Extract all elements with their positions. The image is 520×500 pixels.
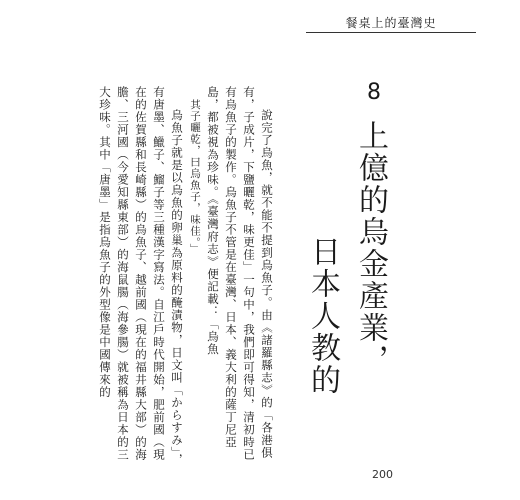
body-paragraph-1: 說完了烏魚，就不能不提到烏魚子。由《諸羅縣志》的「各港俱有，子成片，下鹽曬乾，味更佳」一句中，我們即可得知，清初時已有烏魚子的製作。烏魚子不管是在臺灣、日本、義大利的薩丁尼亞島，都被視為珍味。《臺灣府志》便記載：「烏魚 [206,86,274,461]
page-number: 200 [372,468,393,481]
body-text [96,86,276,466]
body-paragraph-quote: 其子曬乾，曰烏魚子，味佳。」 [189,98,201,255]
chapter-title-line-1: 上億的烏金產業， [353,120,388,376]
chapter-title-line-2: 日本人教的 [305,236,340,396]
chapter-number: 8 [367,80,381,105]
running-header: 餐桌上的臺灣史 [345,16,437,30]
body-paragraph-2: 烏魚子就是以烏魚的卵巢為原料的醃漬物，日文叫「からすみ」，有唐墨、鱲子、鰡子等三種漢字寫法。自江戶時代開始，肥前國（現在的佐賀縣和長崎縣）的烏魚子、越前國（現在的福井縣大部）的海膽、三河國（今愛知縣東部）的海鼠腸（海參腸）就被稱為日本的三大珍味。其中「唐墨」是指烏魚子的外型像是中國傳來的 [98,86,184,466]
header-rule [306,32,476,33]
